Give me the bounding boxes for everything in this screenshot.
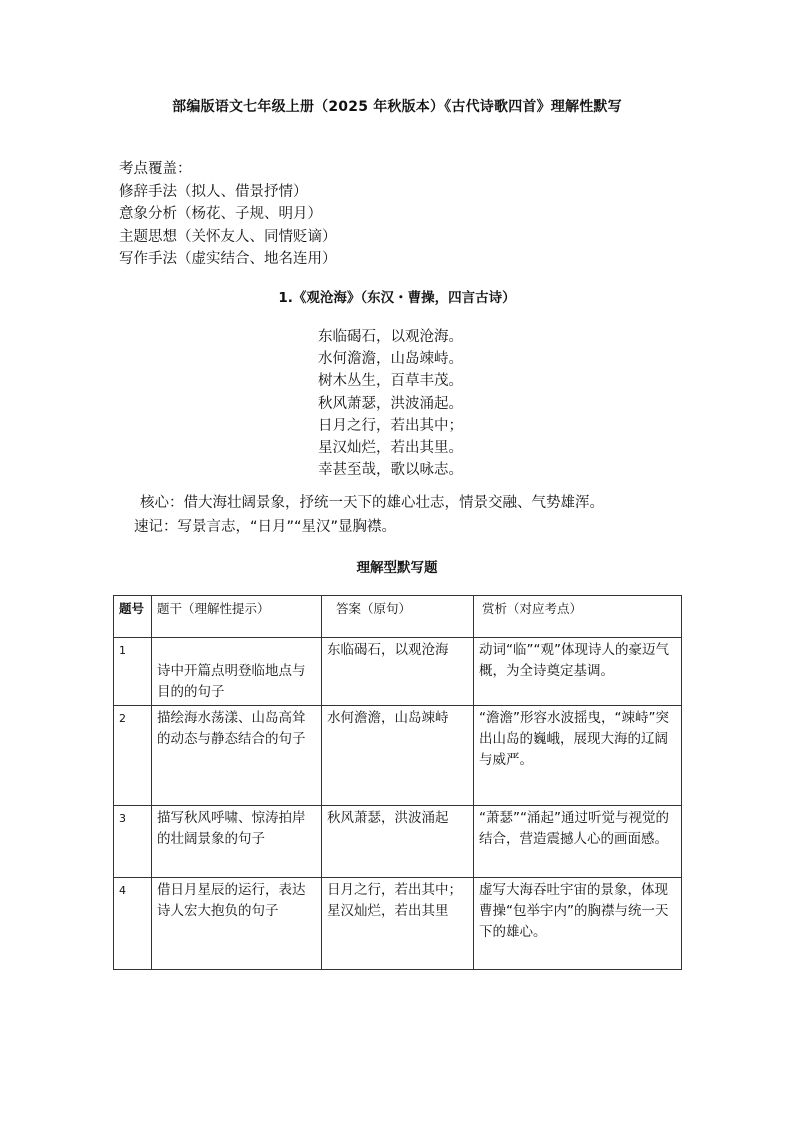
- row-stem: 描写秋风呼啸、惊涛拍岸的壮阔景象的句子: [152, 806, 322, 878]
- table-row: [114, 706, 682, 806]
- poem-line: 幸甚至哉，歌以咏志。: [318, 462, 463, 479]
- header-answer: 答案（原句）: [322, 596, 474, 638]
- header-number: 题号: [114, 596, 152, 638]
- row-analysis: “澹澹”形容水波摇曳，“竦峙”突出山岛的巍峨，展现大海的辽阔与威严。: [474, 706, 682, 806]
- row-stem: 借日月星辰的运行，表达诗人宏大抱负的句子: [152, 878, 322, 970]
- row-number: 3: [114, 806, 152, 878]
- table-title: 理解型默写题: [356, 560, 438, 576]
- poem-body: [318, 326, 463, 481]
- poem-line: 日月之行，若出其中；: [318, 417, 463, 434]
- row-answer: 日月之行，若出其中；星汉灿烂，若出其里: [322, 878, 474, 970]
- row-answer: 东临碣石，以观沧海: [322, 638, 474, 706]
- coverage-heading: 考点覆盖：: [119, 161, 192, 177]
- coverage-list: [119, 158, 337, 271]
- quiz-table: [113, 595, 682, 970]
- table-row: [114, 878, 682, 970]
- row-stem: 诗中开篇点明登临地点与目的的句子: [157, 663, 306, 700]
- coverage-item: 修辞手法（拟人、借景抒情）: [119, 183, 308, 200]
- row-answer: 水何澹澹，山岛竦峙: [322, 706, 474, 806]
- poem-line: 星汉灿烂，若出其里。: [318, 440, 463, 457]
- row-stem-cell: [152, 638, 322, 706]
- row-answer: 秋风萧瑟，洪波涌起: [322, 806, 474, 878]
- page-title: 部编版语文七年级上册（2025 年秋版本）《古代诗歌四首》理解性默写: [172, 99, 622, 115]
- row-number: 1: [114, 638, 152, 706]
- memo-note: 速记：写景言志，“日月”“星汉”显胸襟。: [134, 519, 397, 535]
- poem-line: 水何澹澹，山岛竦峙。: [318, 351, 463, 368]
- row-analysis: 虚写大海吞吐宇宙的景象，体现曹操“包举宇内”的胸襟与统一天下的雄心。: [474, 878, 682, 970]
- poem-line: 东临碣石，以观沧海。: [318, 329, 463, 345]
- core-note: 核心：借大海壮阔景象，抒统一天下的雄心壮志，情景交融、气势雄浑。: [140, 495, 604, 511]
- row-stem: 描绘海水荡漾、山岛高耸的动态与静态结合的句子: [152, 706, 322, 806]
- coverage-item: 写作手法（虚实结合、地名连用）: [119, 251, 337, 267]
- row-analysis: “萧瑟”“涌起”通过听觉与视觉的结合，营造震撼人心的画面感。: [474, 806, 682, 878]
- poem-line: 树木丛生，百草丰茂。: [318, 373, 463, 390]
- poem-line: 秋风萧瑟，洪波涌起。: [318, 395, 463, 412]
- header-stem: 题干（理解性提示）: [152, 596, 322, 638]
- coverage-item: 意象分析（杨花、子规、明月）: [119, 206, 322, 222]
- row-number: 4: [114, 878, 152, 970]
- poem-heading: 1.《观沧海》（东汉・曹操，四言古诗）: [278, 290, 516, 306]
- coverage-item: 主题思想（关怀友人、同情贬谪）: [119, 228, 337, 245]
- row-number: 2: [114, 706, 152, 806]
- row-analysis: 动词“临”“观”体现诗人的豪迈气概，为全诗奠定基调。: [474, 638, 682, 706]
- table-row: [114, 806, 682, 878]
- header-analysis: 赏析（对应考点）: [474, 596, 682, 638]
- table-row: [114, 638, 682, 706]
- table-header-row: [114, 596, 682, 638]
